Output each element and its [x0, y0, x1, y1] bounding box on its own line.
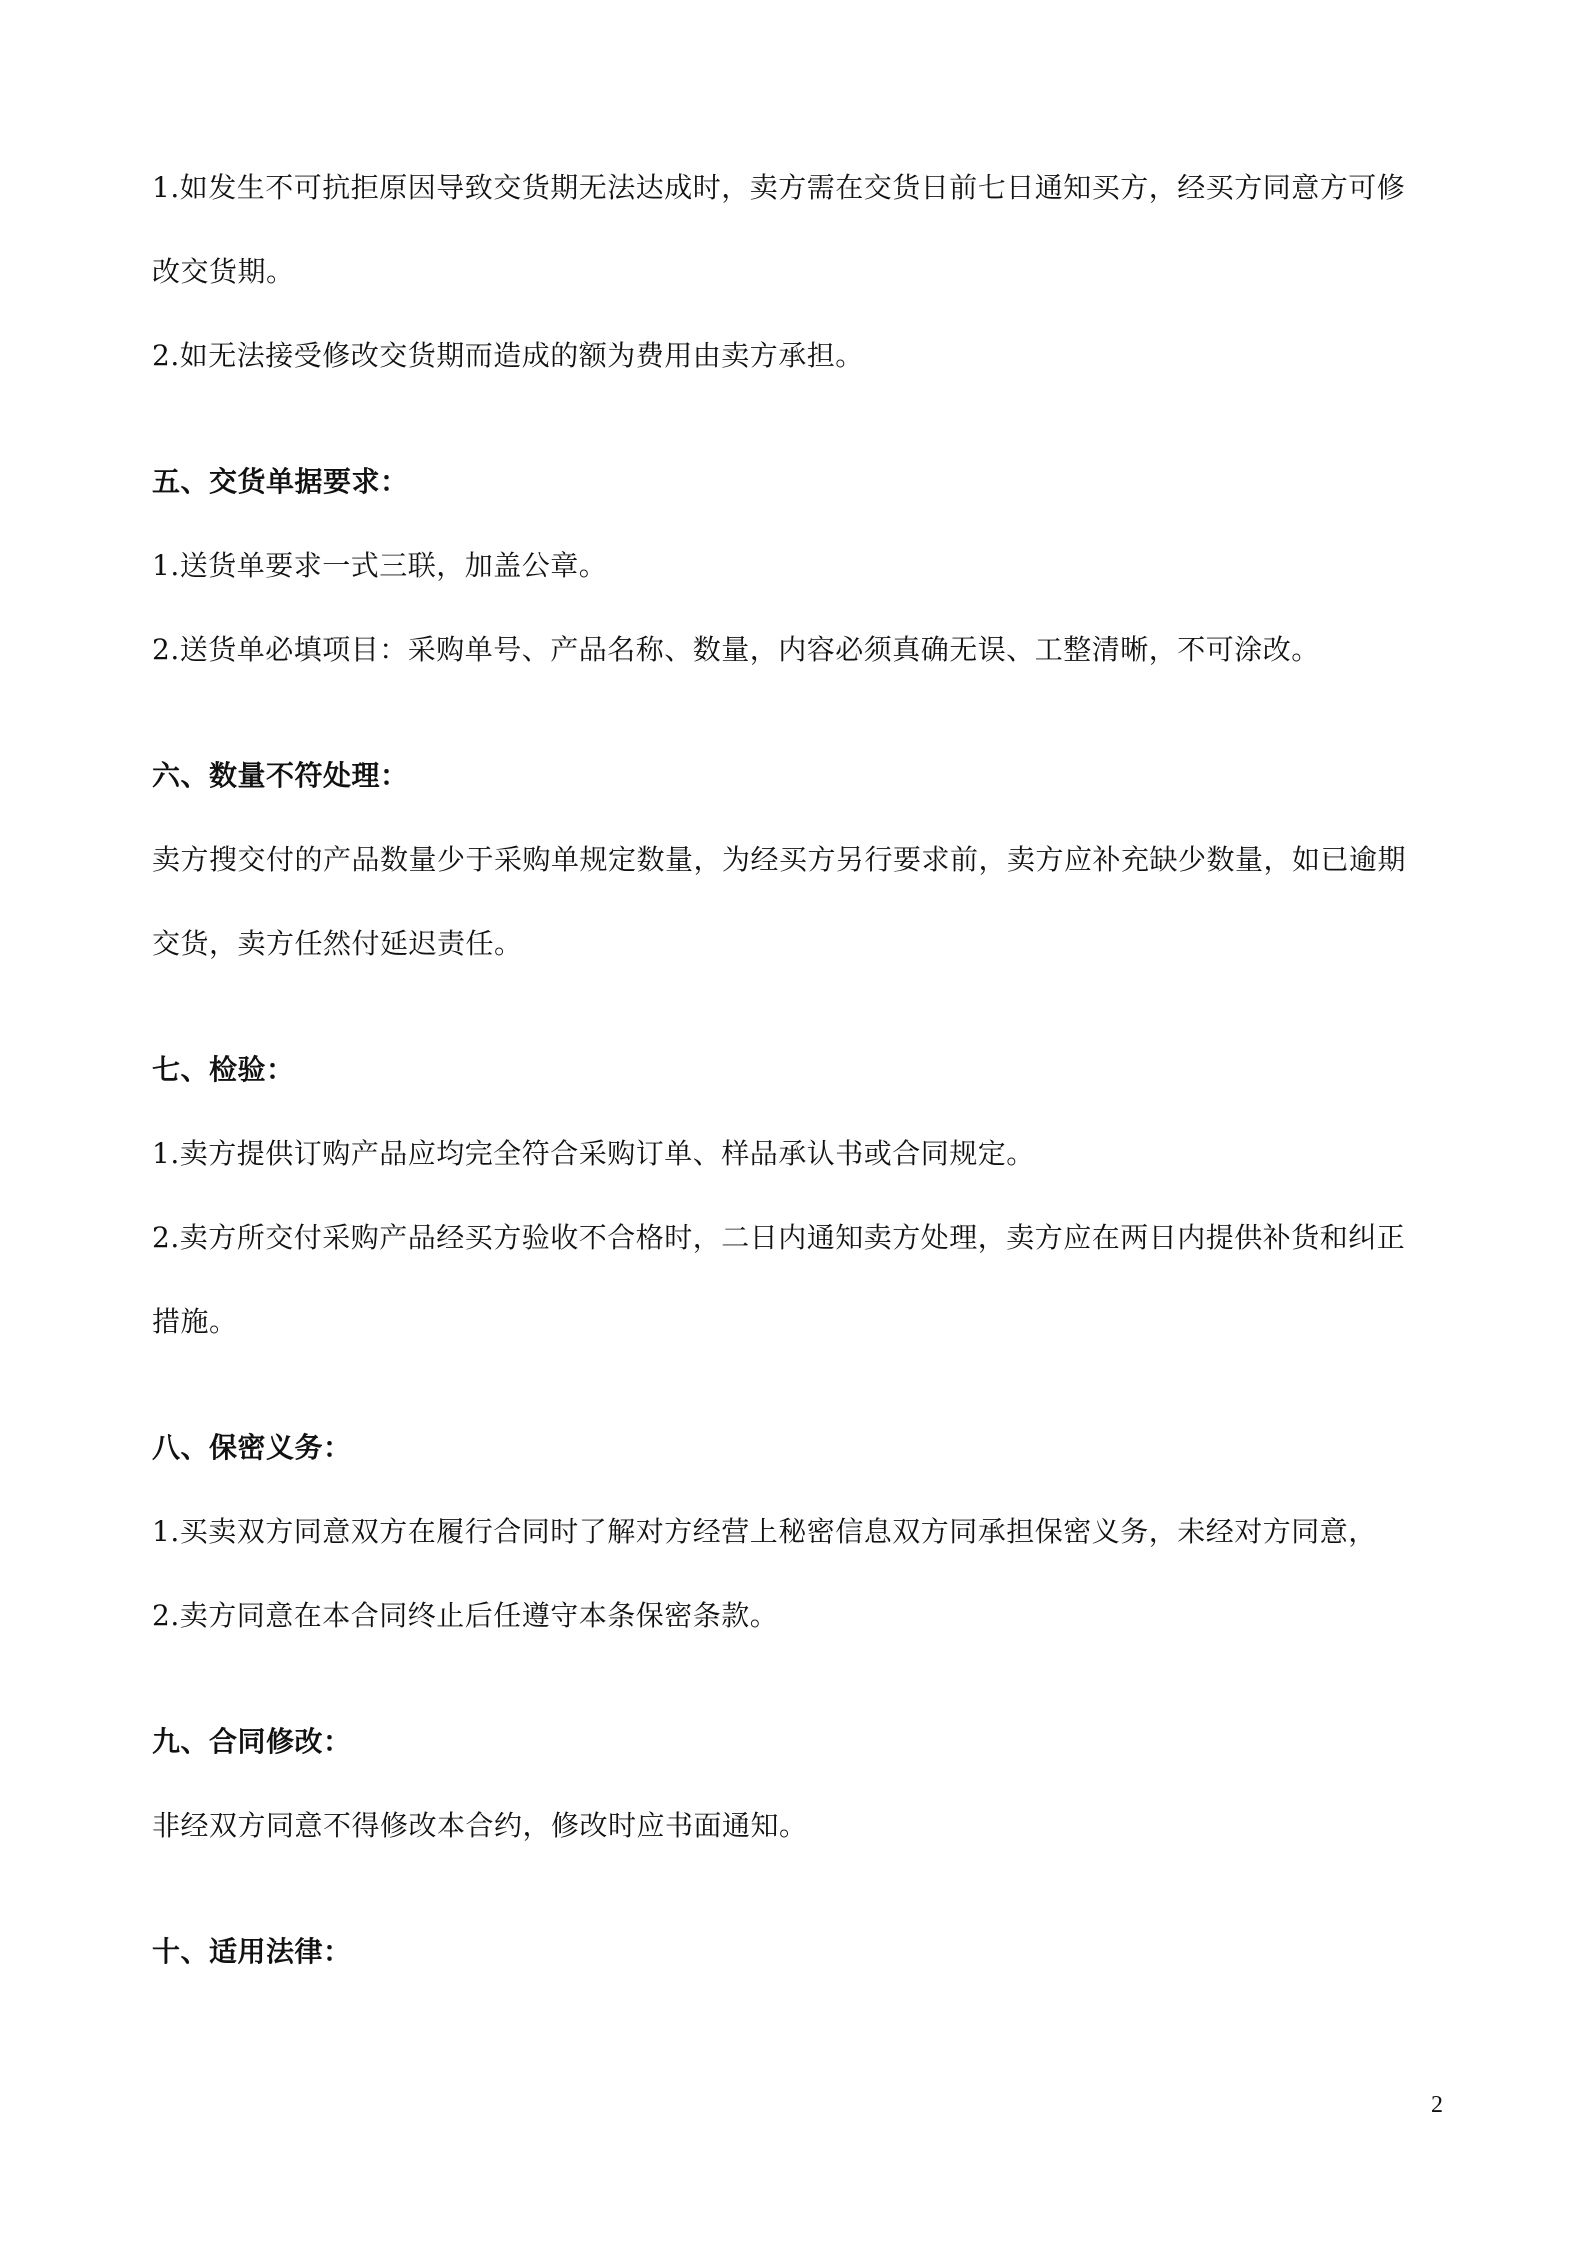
s5-item2-text: 送货单必填项目：采购单号、产品名称、数量，内容必须真确无误、工整清晰，不可涂改。	[179, 633, 1320, 666]
s4-item2	[152, 336, 1452, 376]
section8-heading: 八、保密义务：	[152, 1431, 352, 1464]
section5-heading: 五、交货单据要求：	[152, 465, 409, 498]
section6-heading: 六、数量不符处理：	[152, 759, 409, 792]
page-number: 2	[1431, 2092, 1443, 2118]
section9-heading: 九、合同修改：	[152, 1725, 352, 1758]
s8-item2-number: 2.	[152, 1599, 180, 1632]
s7-item1	[152, 1134, 1452, 1174]
s8-item2-text: 卖方同意在本合同终止后任遵守本条保密条款。	[179, 1599, 779, 1632]
s4-item1-text: 如发生不可抗拒原因导致交货期无法达成时，卖方需在交货日前七日通知买方，经买方同意方可修	[179, 171, 1406, 204]
s6-para-line1: 卖方搜交付的产品数量少于采购单规定数量，为经买方另行要求前，卖方应补充缺少数量，如已逾期	[152, 843, 1407, 876]
s6-para-line2: 交货，卖方任然付延迟责任。	[152, 927, 523, 960]
s5-item2	[152, 630, 1452, 670]
s7-item2-number: 2.	[152, 1221, 180, 1254]
s5-item1	[152, 546, 1452, 586]
s7-item2-line2: 措施。	[152, 1305, 238, 1338]
s5-item1-number: 1.	[152, 549, 180, 582]
s5-item1-text: 送货单要求一式三联，加盖公章。	[179, 549, 608, 582]
s4-item1-line2: 改交货期。	[152, 255, 295, 288]
s8-item2	[152, 1596, 1452, 1636]
s7-item2-line1	[152, 1218, 1452, 1258]
s5-item2-number: 2.	[152, 633, 180, 666]
s8-item1-number: 1.	[152, 1515, 180, 1548]
section7-heading: 七、检验：	[152, 1053, 295, 1086]
s4-item2-text: 如无法接受修改交货期而造成的额为费用由卖方承担。	[179, 339, 864, 372]
s4-item1-line1	[152, 168, 1452, 208]
s8-item1-text: 买卖双方同意双方在履行合同时了解对方经营上秘密信息双方同承担保密义务，未经对方同意，	[179, 1515, 1377, 1548]
s7-item1-number: 1.	[152, 1137, 180, 1170]
s8-item1	[152, 1512, 1452, 1552]
s7-item1-text: 卖方提供订购产品应均完全符合采购订单、样品承认书或合同规定。	[179, 1137, 1035, 1170]
s7-item2-text: 卖方所交付采购产品经买方验收不合格时，二日内通知卖方处理，卖方应在两日内提供补货和纠正	[179, 1221, 1406, 1254]
section10-heading: 十、适用法律：	[152, 1935, 352, 1968]
s4-item1-number: 1.	[152, 171, 180, 204]
s4-item2-number: 2.	[152, 339, 180, 372]
s9-para: 非经双方同意不得修改本合约，修改时应书面通知。	[152, 1809, 808, 1842]
